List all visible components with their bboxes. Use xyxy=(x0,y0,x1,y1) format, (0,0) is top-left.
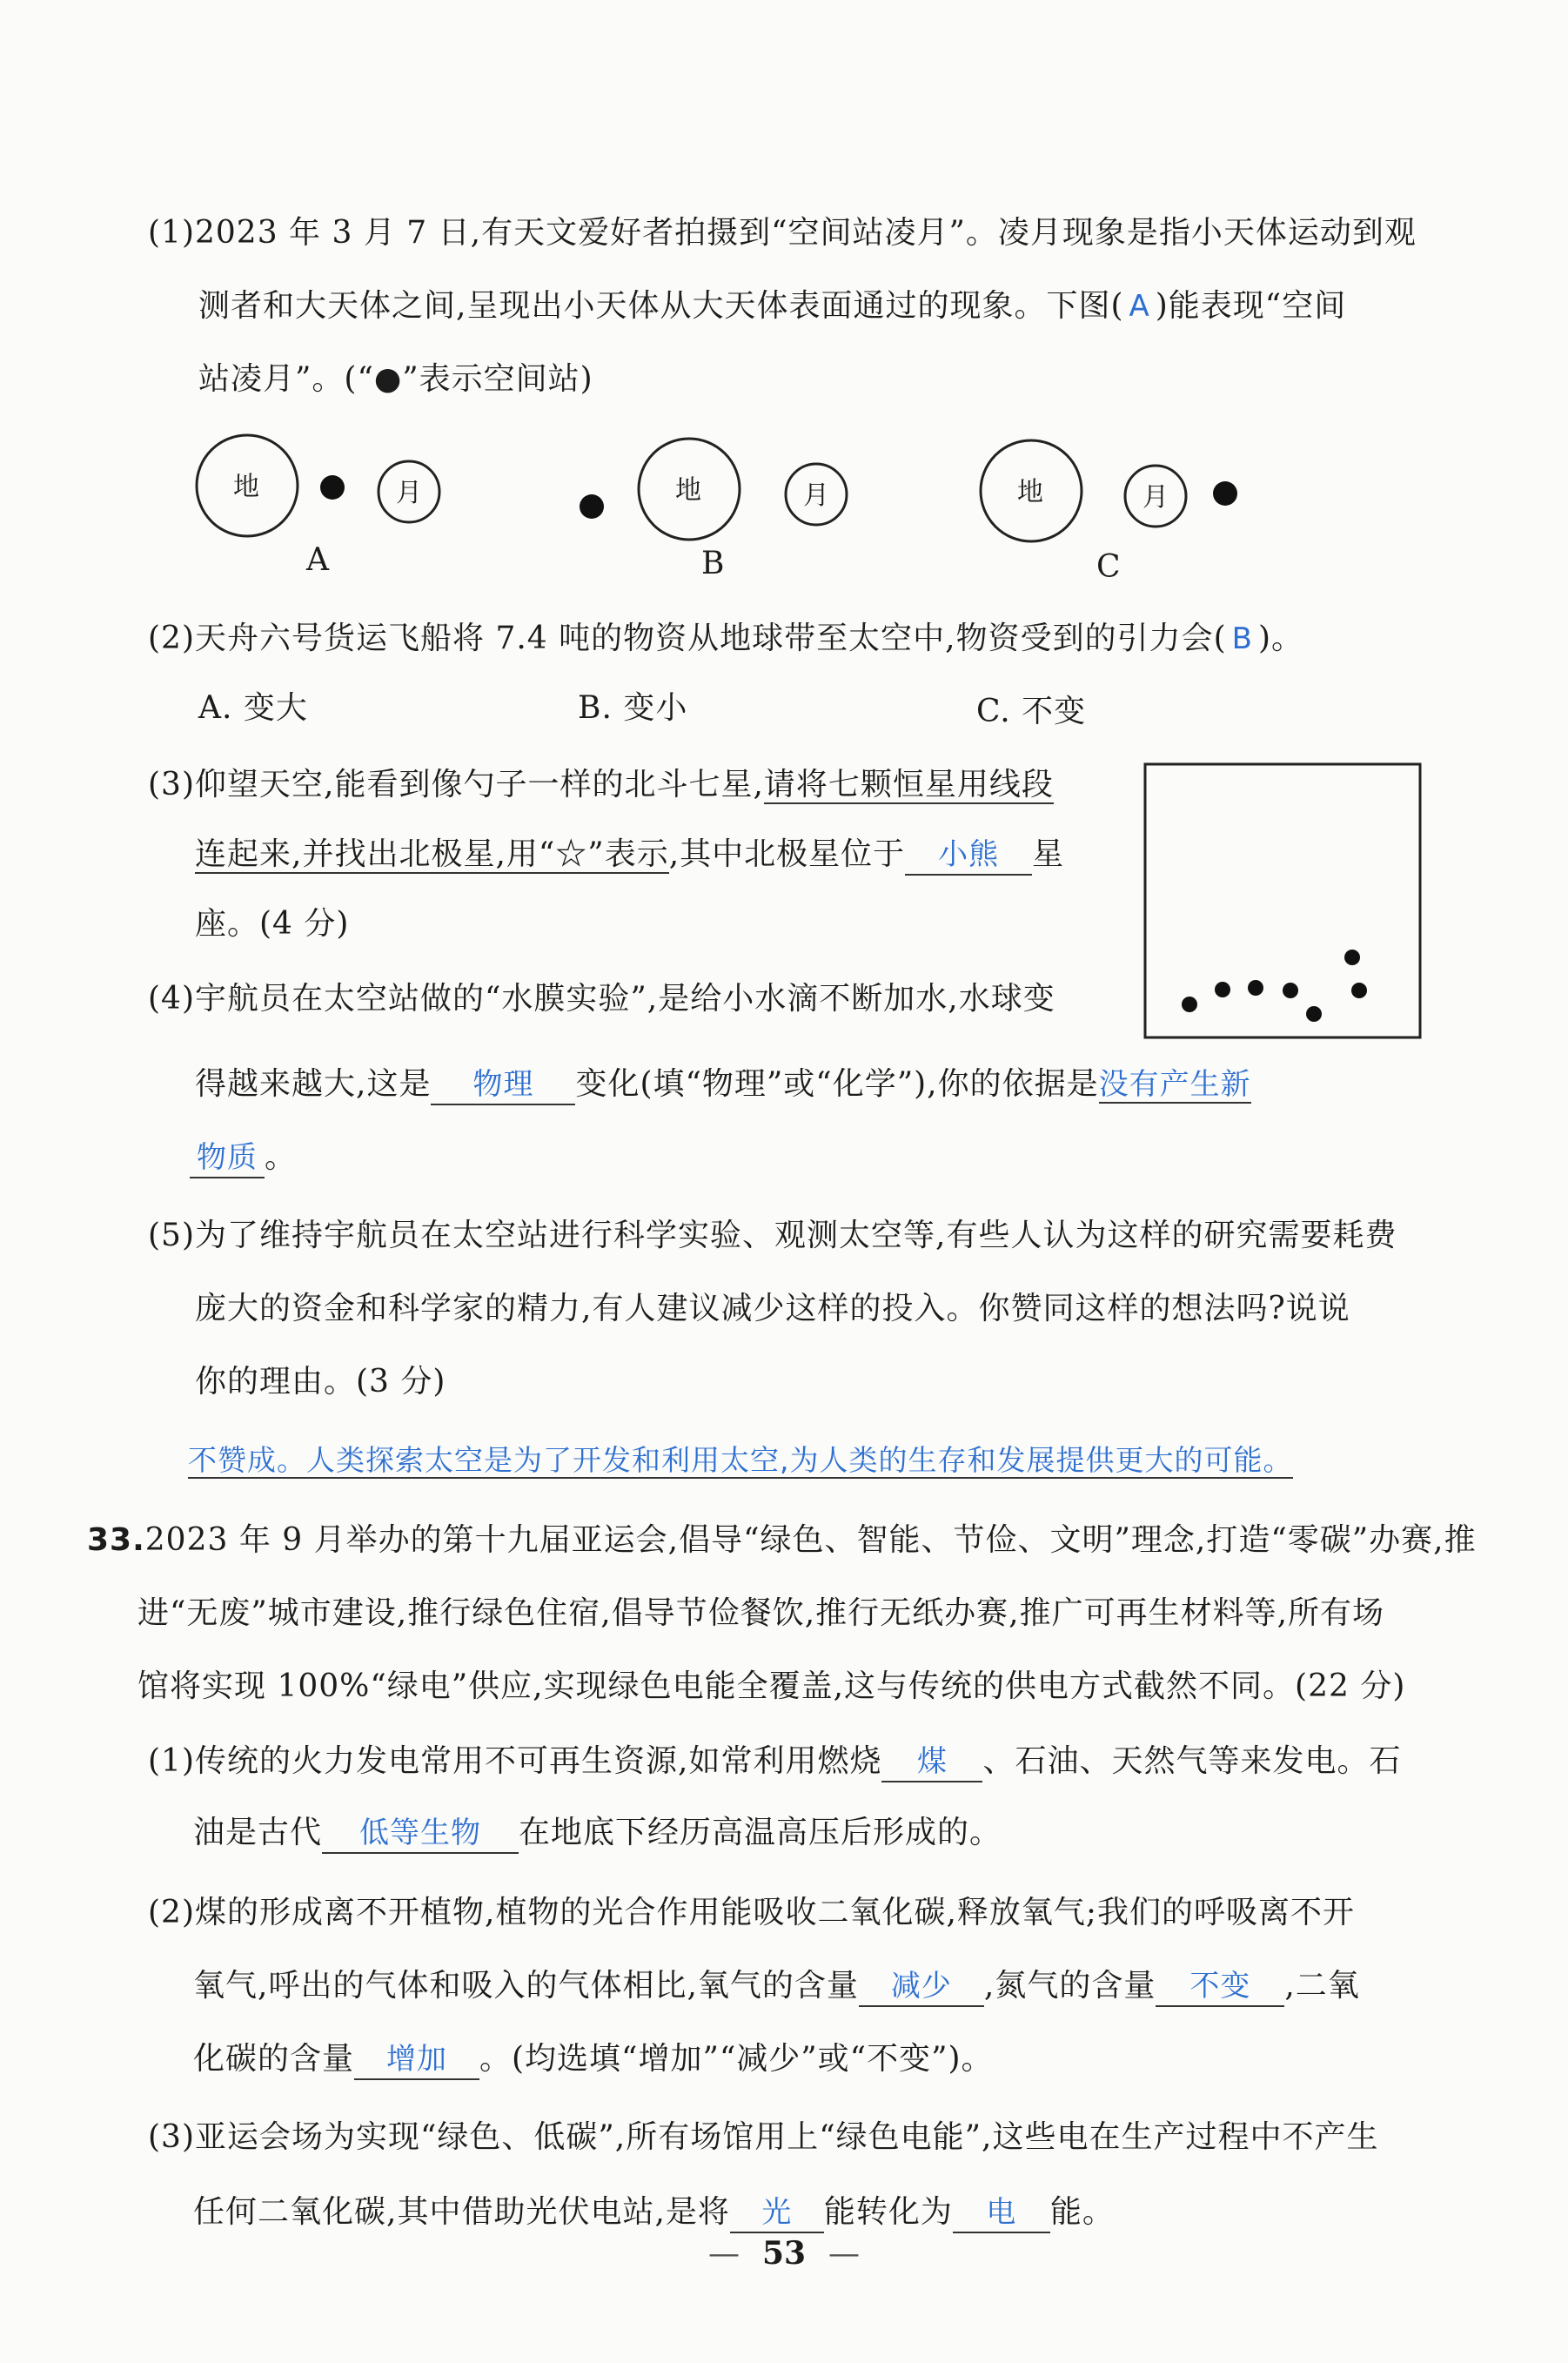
q32-p4-line2: 得越来越大,这是 物理 变化(填“物理”或“化学”),你的依据是没有产生新 xyxy=(195,1064,1251,1105)
q32-p3-line2: 连起来,并找出北极星,用“☆”表示,其中北极星位于 小熊 星 xyxy=(195,834,1064,876)
diagram-a-earth-label: 地 xyxy=(233,472,259,502)
q32-p1-line1: (1)2023 年 3 月 7 日,有天文爱好者拍摄到“空间站凌月”。凌月现象是指小天体运动到观 xyxy=(148,215,1417,251)
diagram-a-moon-label: 月 xyxy=(396,478,422,508)
q33-p2-answer2: 不变 xyxy=(1156,1967,1284,2007)
q32-p3-line3: 座。(4 分) xyxy=(195,906,350,942)
q32-p2-option-c: C. 不变 xyxy=(976,694,1087,729)
dipper-star-6 xyxy=(1351,983,1367,998)
big-dipper-box xyxy=(1145,764,1420,1037)
dipper-star-5 xyxy=(1306,1006,1322,1022)
q33-number: 33. xyxy=(87,1522,145,1558)
q32-p3-answer: 小熊 xyxy=(905,836,1032,876)
q32-p2-option-a: A. 变大 xyxy=(198,690,308,726)
q33-p1-line2: 油是古代 低等生物 在地底下经历高温高压后形成的。 xyxy=(193,1812,1002,1854)
q32-p5-line3: 你的理由。(3 分) xyxy=(195,1364,446,1400)
q33-p3-answer2: 电 xyxy=(953,2193,1050,2233)
q33-p3-line2: 任何二氧化碳,其中借助光伏电站,是将 光 能转化为 电 能。 xyxy=(193,2192,1115,2233)
q33-p1-line1: (1)传统的火力发电常用不可再生资源,如常利用燃烧 煤 、石油、天然气等来发电。石 xyxy=(148,1741,1401,1782)
q33-p1-answer2: 低等生物 xyxy=(322,1814,519,1854)
q33-intro3: 馆将实现 100%“绿电”供应,实现绿色电能全覆盖,这与传统的供电方式截然不同。(22 分) xyxy=(137,1668,1406,1704)
page-number: — 53 — xyxy=(707,2235,861,2272)
q33-p2-line3: 化碳的含量 增加 。(均选填“增加”“减少”或“不变”)。 xyxy=(193,2038,994,2080)
diagram-c-moon-label: 月 xyxy=(1142,482,1169,513)
q32-p4-answer2b: 物质 xyxy=(190,1138,265,1178)
q33-p3-line1: (3)亚运会场为实现“绿色、低碳”,所有场馆用上“绿色电能”,这些电在生产过程中不产生 xyxy=(148,2119,1379,2155)
q32-p4-line3: 物质 。 xyxy=(190,1137,297,1178)
q32-p4-answer1: 物理 xyxy=(431,1065,575,1105)
dipper-star-7 xyxy=(1344,950,1360,965)
big-dipper-frame xyxy=(1145,764,1420,1037)
q32-p1-line3: 站凌月”。(“●”表示空间站) xyxy=(198,361,593,397)
q33-p2-line1: (2)煤的形成离不开植物,植物的光合作用能吸收二氧化碳,释放氧气;我们的呼吸离不开 xyxy=(148,1895,1356,1930)
q32-p1-answer: A xyxy=(1129,289,1150,324)
q32-p4-line1: (4)宇航员在太空站做的“水膜实验”,是给小水滴不断加水,水球变 xyxy=(148,981,1055,1017)
q33-p2-answer1: 减少 xyxy=(859,1967,984,2007)
q32-p4-answer2a: 没有产生新 xyxy=(1098,1067,1251,1102)
q32-p5-line2: 庞大的资金和科学家的精力,有人建议减少这样的投入。你赞同这样的想法吗?说说 xyxy=(195,1291,1350,1326)
q33-p2-answer3: 增加 xyxy=(354,2040,479,2080)
q33-intro2: 进“无废”城市建设,推行绿色住宿,倡导节俭餐饮,推行无纸办赛,推广可再生材料等,所有场 xyxy=(137,1595,1385,1631)
dipper-star-1 xyxy=(1182,997,1197,1012)
space-station-dot-b xyxy=(580,494,604,519)
q32-p3-line1: (3)仰望天空,能看到像勺子一样的北斗七星,请将七颗恒星用线段 xyxy=(148,767,1054,802)
dipper-star-4 xyxy=(1283,983,1298,998)
diagram-c-earth-label: 地 xyxy=(1017,477,1043,507)
space-station-dot-a xyxy=(320,475,345,500)
q32-p5-answer: 不赞成。人类探索太空是为了开发和利用太空,为人类的生存和发展提供更大的可能。 xyxy=(188,1443,1293,1477)
q33-p1-answer1: 煤 xyxy=(881,1742,982,1782)
dipper-star-3 xyxy=(1248,980,1263,996)
q32-p2-option-b: B. 变小 xyxy=(578,690,688,726)
q32-p1-line2: 测者和大天体之间,呈现出小天体从大天体表面通过的现象。下图( A )能表现“空间 xyxy=(198,288,1347,324)
diagram-c-label: C xyxy=(1096,549,1121,585)
q32-p5-line1: (5)为了维持宇航员在太空站进行科学实验、观测太空等,有些人认为这样的研究需要耗费 xyxy=(148,1218,1397,1253)
q33-p2-line2: 氧气,呼出的气体和吸入的气体相比,氧气的含量 减少 ,氮气的含量 不变 ,二氧 xyxy=(193,1965,1360,2007)
q33-intro1: 33.2023 年 9 月举办的第十九届亚运会,倡导“绿色、智能、节俭、文明”理念,打造“零碳”办赛,推 xyxy=(87,1522,1477,1558)
diagram-b-earth-label: 地 xyxy=(675,475,701,506)
diagram-b-label: B xyxy=(701,546,725,581)
diagram-a-label: A xyxy=(306,542,329,578)
diagram-b-moon-label: 月 xyxy=(803,480,829,511)
space-station-dot-c xyxy=(1213,481,1237,506)
q32-p2-line: (2)天舟六号货运飞船将 7.4 吨的物资从地球带至太空中,物资受到的引力会( B )。 xyxy=(148,621,1303,656)
dipper-star-2 xyxy=(1215,982,1230,997)
q32-p2-answer: B xyxy=(1231,621,1253,656)
q33-p3-answer1: 光 xyxy=(730,2193,824,2233)
